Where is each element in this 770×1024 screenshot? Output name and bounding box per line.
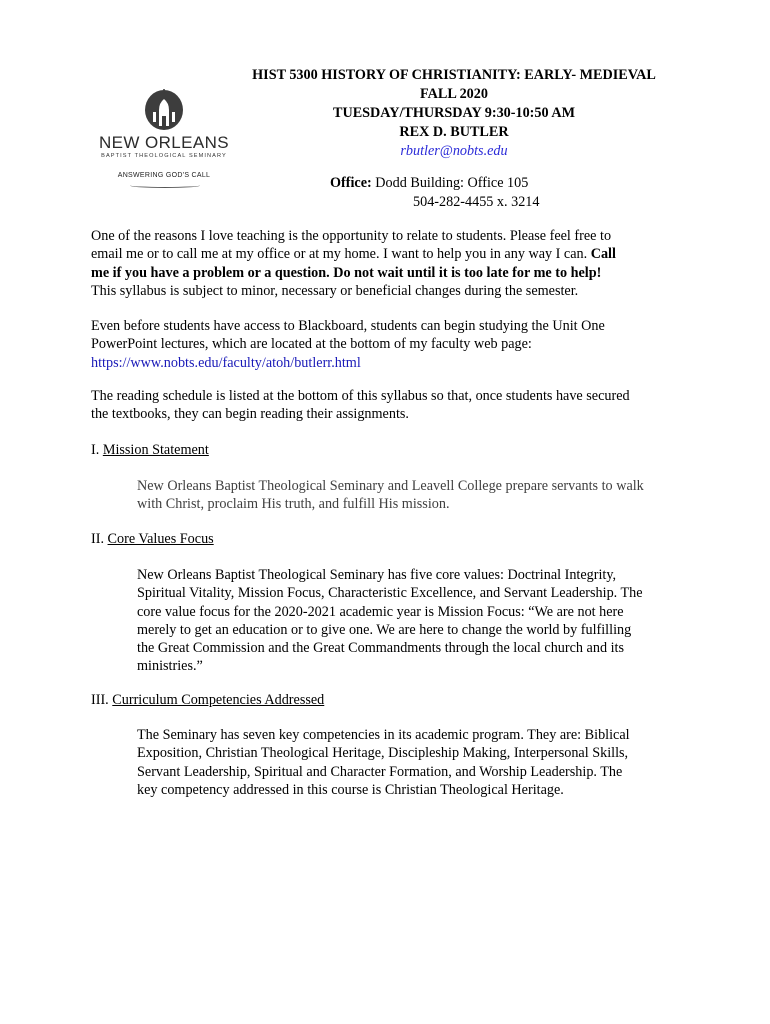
section-title: Curriculum Competencies Addressed [112,692,325,708]
section-number: I. [91,442,100,458]
section-number: II. [91,531,104,547]
competencies-line: The Seminary has seven key competencies in its academic program. They are: Biblical [137,727,630,743]
section-heading-core-values [91,530,214,548]
blackboard-line: PowerPoint lectures, which are located at the bottom of my faculty web page: [91,336,532,353]
core-values-line: New Orleans Baptist Theological Seminary has five core values: Doctrinal Integrity, [137,567,617,583]
competencies-line: Servant Leadership, Spiritual and Character Formation, and Worship Leadership. The [137,763,623,780]
office-info [330,174,630,212]
section-heading-competencies [91,691,324,709]
reading-paragraph [91,387,681,424]
mission-statement-text [137,477,685,514]
core-values-line: merely to get an education or to give one. We are here to change the world by fulfilling [137,621,632,638]
core-values-line: ministries.” [137,658,203,675]
core-values-line: core value focus for the 2020-2021 academic year is Mission Focus: “We are not here [137,603,624,620]
logo-name: NEW ORLEANS [98,133,230,152]
course-term: FALL 2020 [420,86,488,102]
intro-emphasis-line: me if you have a problem or a question. Do not wait until it is too late for me to help! [91,264,602,281]
reading-line: the textbooks, they can begin reading their assignments. [91,406,409,423]
office-label: Office: [330,175,372,191]
instructor-name: REX D. BUTLER [399,124,509,140]
intro-emphasis: Call [590,246,616,263]
office-phone: 504-282-4455 x. 3214 [413,194,540,210]
section-title: Core Values Focus [107,531,214,547]
logo-tagline: ANSWERING GOD'S CALL [117,172,211,179]
instructor-email-link[interactable]: rbutler@nobts.edu [400,143,508,159]
blackboard-paragraph [91,317,681,372]
core-values-line: Spiritual Vitality, Mission Focus, Characteristic Excellence, and Servant Leadership. The [137,585,643,602]
core-values-line: the Great Commission and the Great Commandments through the local church and its [137,640,624,657]
logo-swash-divider [130,183,200,188]
reading-line: The reading schedule is listed at the bottom of this syllabus so that, once students have secured [91,388,630,404]
section-title: Mission Statement [102,442,209,458]
mission-line: with Christ, proclaim His truth, and fulfill His mission. [137,496,450,513]
course-schedule: TUESDAY/THURSDAY 9:30-10:50 AM [332,105,575,121]
intro-text: email me or to call me at my office or at my home. I want to help you in any way I can. [91,246,591,263]
office-location: Dodd Building: Office 105 [375,175,529,191]
seminary-crest-icon [142,86,186,132]
core-values-text [137,566,685,676]
blackboard-line: Even before students have access to Blackboard, students can begin studying the Unit One [91,318,605,334]
intro-line: This syllabus is subject to minor, necessary or beneficial changes during the semester. [91,282,579,299]
competencies-line: key competency addressed in this course is Christian Theological Heritage. [137,781,564,798]
course-header [200,66,708,161]
intro-paragraph [91,227,681,300]
intro-line: One of the reasons I love teaching is the opportunity to relate to students. Please feel free to [91,228,612,244]
section-heading-mission [91,441,209,459]
competencies-text [137,726,685,799]
intro-line [91,245,681,263]
mission-line: New Orleans Baptist Theological Seminary and Leavell College prepare servants to walk [137,478,644,494]
section-number: III. [91,692,109,708]
faculty-page-link[interactable]: https://www.nobts.edu/faculty/atoh/butlerr.html [91,354,361,371]
competencies-line: Exposition, Christian Theological Heritage, Discipleship Making, Interpersonal Skills, [137,745,629,762]
logo-subtitle: BAPTIST THEOLOGICAL SEMINARY [101,153,227,159]
course-title: HIST 5300 HISTORY OF CHRISTIANITY: EARLY- MEDIEVAL [252,67,656,83]
